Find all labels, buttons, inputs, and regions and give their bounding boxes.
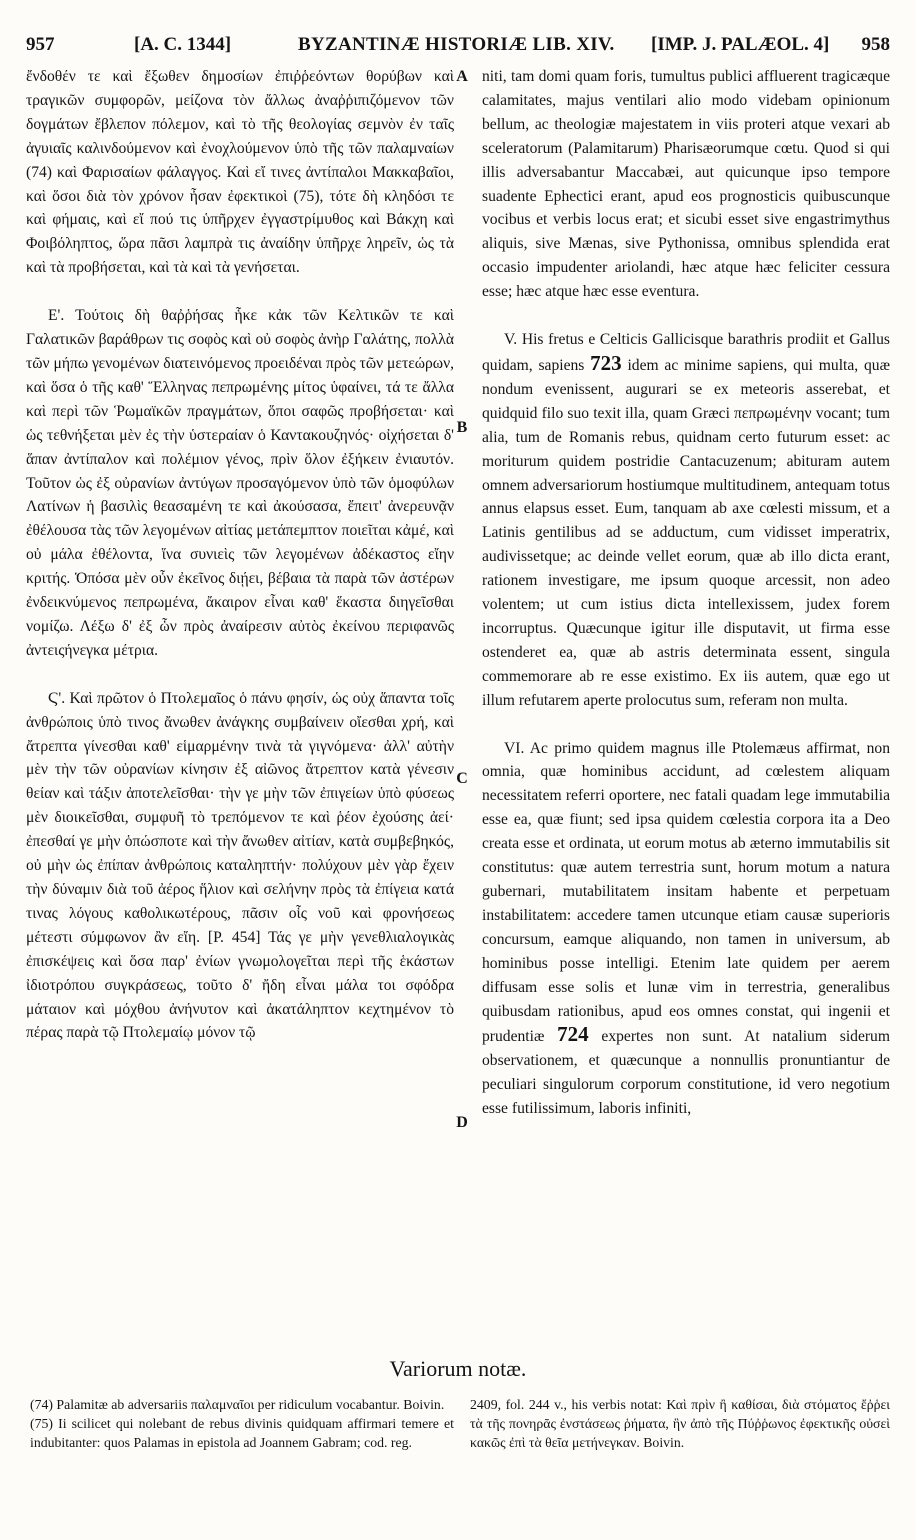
greek-paragraph-6-text: Καὶ πρῶτον ὁ Πτολεμαῖος ὁ πάνυ φησίν, ὡς οὐχ ἅπαντα τοῖς ἀνθρώποις ὑπὸ τινος ἄνωθεν ἀνάγκης συμβαίνειν οἴεσθαι χρή, καὶ ἄτρεπτα γίνεσθαι καθ' εἱμαρμένην τινὰ τὰ γιγνόμενα· ἀλλ' αὐτὴν μὲν τὴν τῶν οὐρανίων κίνησιν ἐξ αἰῶνος ἄτρεπτον κατὰ γένεσιν θείαν καὶ τάξιν ἀποτελεῖσθαι· τὴν γε μὴν τῶν ἐπιγείων ὑπὸ φύσεως μὲν διοικεῖσθαι, συμφυῆ τὸ τρεπόμενον τε καὶ ῥέον ἐχούσης ἀεί· ἐπεσθαί γε μὴν ὁπώσποτε καὶ τὴν ἄνωθεν αἰτίαν, κατὰ συμβεβηκός, οὐ μὴν ὡς ἐπίπαν ἀνθρώποις καταληπτήν· πολύχουν μὲν γὰρ ἔχειν τὴν δύναμιν διὰ τοῦ ἀέρος ἥλιον καὶ σελήνην πρὸς τὰ ἐπίγεια κατά τινας λόγους καθολικωτέρους, πᾶσιν οἷς νοῦ καὶ φρονήσεως μέτεστι σύμφωνον ἂν εἴη. [P. 454] Τάς γε μὴν γενεθλιαλογικὰς ἐπισκέψεις καὶ ὅσα παρ' ἐνίων γνωμολογεῖται περὶ τῆς ἑκάστων ἰδιοτρόπου συγκράσεως, τοῦτο δ' ἤδη εἶναι μάλα τοι σφόδρα μάταιον καὶ μόχθου ἀνήνυτον καὶ ἀκατάληπτον κεχτημένον τὸ πέρας παρὰ τῷ Πτολεμαίῳ μόνον τῷ	[26, 689, 454, 1042]
notes-left-column	[30, 1396, 454, 1452]
latin-paragraph-6-text-a: VI. Ac primo quidem magnus ille Ptolemæus affirmat, non omnia, quæ hominibus accidunt, ad cœlestem aliquam necessitatem referri oportere, nec fatali quadam lege immutabilia esse ea, quæ fiunt; sed ipsa quidem cœlestia corpora ita a Deo creata esse et ordinata, ut eorum motus ab æterno immutabilis sit constitutus: quæ autem terrestria sunt, horum motum a natura gubernari, mutabilitatem insitam habente et perpetuam instabilitatem: accedere tamen utcunque etiam causæ superioris concursum, eamque aliquando, non tamen in universum, ab hominibus posse intelligi. Etenim late quidem per aerem diffusam esse solis et lunæ vim in terrestria, generalibus quibusdam rationibus, apud eos omnes constat, qui ingenii et prudentiæ	[482, 739, 890, 1046]
greek-column	[26, 65, 454, 1045]
imperator-label: [IMP. J. PALÆOL. 4]	[651, 34, 830, 55]
latin-paragraph-5-text-b: idem ac minime sapiens, qui multa, quæ nondum evenissent, augurari se ex meteoris asserebat, et quidquid filo suo texit illa, quam Græci πεπρωμένην vocant; tum alia, tum de Romanis rebus, quidnam certo futurum esset: ac moriturum quidem postridie Cantacuzenum; abituram autem omnem adversariorum hostiumque multitudinem, antequam totus annus elapsus esset. Eum, tanquam ab axe cœlesti missum, et a Latinis gentilibus ad se adductum, cum vidisset imperatrix, audivissetque; ac deinde vellet eorum, quæ ab illo dicta erant, rationem investigare, me ipsum quoque arcessit, non adeo volentem; ut cum istius dicta intellexissem, judex forem incorruptus. Quæcunque igitur ille disputavit, ut firma esse ostenderet ea, quæ ab astris determinata essent, singula commemorare ab re esse existimo. Ex iis autem, quæ ego ut illum refutarem aperte prolocutus sum, referam non multa.	[482, 356, 890, 709]
running-title: BYZANTINÆ HISTORIÆ LIB. XIV.	[298, 34, 615, 55]
greek-paragraph-5-text: Τούτοις δὴ θαῤῥήσας ἧκε κἀκ τῶν Κελτικῶν τε καὶ Γαλατικῶν βαράθρων τις σοφὸς καὶ οὐ σοφὸς ἀνὴρ Γαλάτης, πολλὰ τῶν μήπω γενομένων διατεινόμενος προειδέναι πρὸς τῶν μετεώρων, καὶ ὅσα ὁ τῆς καθ' Ἕλληνας πεπρωμένης μίτος ὑφαίνει, τά τε ἄλλα καὶ περὶ τῶν Ῥωμαϊκῶν πραγμάτων, ὅποι σαφῶς προβήσεται· καὶ ὡς τεθνήξεται μὲν ἐς τὴν ὑστεραίαν ὁ Καντακουζηνός· οἰχήσεται δ' ἅπαν ἀντίπαλον καὶ πολέμιον γένος, πρὶν ὅλον ἐξήκειν ἐνιαυτόν. Τοῦτον ὡς ἐξ οὐρανίων ἀντύγων προσαγόμενον ὑπὸ τῶν ὁμοφύλων Λατίνων ἡ βασιλὶς θεασαμένη τε καὶ ἀκούσασα, ἔπειτ' ἀνερευνᾷν ἐθέλουσα τὰς τῶν λεγομένων αἰτίας μετάπεμπτον ποιεῖται κἀμέ, καὶ οὐ μάλα ἐθέλοντα, ἵνα συνιεὶς τῶν λεγομένων ἀδέκαστος εἴην κριτής. Ὁπόσα μὲν οὖν ἐκεῖνος διῄει, βέβαια τὰ παρὰ τῶν ἀστέρων ἐνδεικνύμενος πεπρωμένα, ἄκαιρον εἶναι καθ' ἕκαστα διηγεῖσθαι νομίζω. Λέξω δ' ἐξ ὧν πρὸς ἀναίρεσιν αὐτὸς ἐκείνου περιφανῶς ἀντειςήνεγκα μέτρια.	[26, 307, 455, 659]
page-number-left: 957	[26, 34, 55, 55]
page-header	[26, 34, 890, 62]
latin-paragraph-6	[482, 737, 890, 1122]
notes-right-column	[470, 1396, 890, 1452]
section-number: Ϛ'.	[48, 689, 66, 707]
greek-paragraph-5	[26, 304, 454, 663]
note-75-continued: 2409, fol. 244 v., his verbis notat: Καὶ πρὶν ἢ καθίσαι, διὰ στόματος ἔῤῥει τὰ τῆς πονηρᾶς ἐνστάσεως ῥήματα, ἣν ἀπὸ τῆς Πύῤῥωνος ἐφεκτικῆς οὐσεὶ κακῶς ἐπὶ τὰ θεῖα μετήνεγκαν. Boivin.	[470, 1397, 890, 1450]
marginal-number-724: 724	[557, 1022, 589, 1047]
greek-paragraph-6	[26, 687, 454, 1046]
section-number: Ε'.	[48, 307, 65, 325]
latin-paragraph-5	[482, 328, 890, 713]
latin-paragraph-1: niti, tam domi quam foris, tumultus publici affluerent tragicæque calamitates, majus ventilari alio modo videbam opinionum bellum, ac theologiæ majestatem in viis proteri atque vexari ab sceleratorum (Palamitarum) Pharisæorumque cœtu. Quod si qui illis adversabantur Maccabæi, aut quicunque ipso tempore suadente Ephectici erant, apud eos prognosticis quibuscunque vocibus et verbis locus erat; et sicubi esset sive engastrimythus aliquis, sive Mænas, sive Pythonissa, omnibus splendida erat occasio impudenter ariolandi, hæc atque hæc feliciter cessura esse; hæc atque hæc esse eventura.	[482, 68, 890, 301]
greek-paragraph-1: ἔνδοθέν τε καὶ ἔξωθεν δημοσίων ἐπιῤῥεόντων θορύβων καὶ τραγικῶν συμφορῶν, μείζονα τὸν ἄλλως ἀναῤῥιπιζόμενον τῶν δογμάτων ἔβλεπον πόλεμον, καὶ τὸ τῆς θεολογίας σεμνὸν ἐν ταῖς ἀγυιαῖς καλινδούμενον καὶ ἐνοχλούμενον ὑπὸ τῆς τῶν παλαμναίων (74) καὶ Φαρισαίων φάλαγγος. Καὶ εἴ τινες ἀντίπαλοι Μακκαβαῖοι, καὶ ὅσοι διὰ τὸν χρόνον ἦσαν ἐφεκτικοὶ (75), τότε δὴ κληδόσι τε καὶ φήμαις, καὶ εἴ πού τις ὑπῆρχεν ἐγγαστρίμυθος καὶ Βάκχη καὶ Φοιβόληπτος, ὥρα πᾶσι λαμπρὰ τις ἀναίδην ὑπῆρχε ληρεῖν, ὡς τὰ καὶ τὰ προβήσεται, καὶ τὰ καὶ τὰ γενήσεται.	[26, 68, 454, 277]
margin-marker-c: C	[456, 770, 468, 787]
year-label: [A. C. 1344]	[134, 34, 232, 55]
margin-marker-d: D	[456, 1114, 468, 1131]
margin-marker-b: B	[456, 419, 468, 436]
latin-column	[482, 65, 890, 1121]
marginal-number-723: 723	[590, 350, 622, 375]
note-74: (74) Palamitæ ab adversariis παλαμναῖοι per ridiculum vocabantur. Boivin.	[30, 1397, 445, 1412]
latin-paragraph-6-text-b: expertes non sunt. At natalium siderum observationem, et quæcunque a nonnullis pronuntiantur de peculiari singulorum corporum constitutione, id vero negotium esse futilissimum, laboris infiniti,	[482, 1028, 890, 1118]
latin-paragraph-5-text-a: V. His fretus e Celticis Gallicisque barathris prodiit et Gallus quidam, sapiens	[482, 331, 890, 374]
margin-marker-a: A	[456, 68, 468, 85]
page-number-right: 958	[861, 34, 890, 55]
note-75: (75) Ii scilicet qui nolebant de rebus divinis quidquam affirmari temere et indubitanter: quos Palamas in epistola ad Joannem Gabram; cod. reg.	[30, 1415, 454, 1450]
notes-title: Variorum notæ.	[389, 1356, 527, 1381]
